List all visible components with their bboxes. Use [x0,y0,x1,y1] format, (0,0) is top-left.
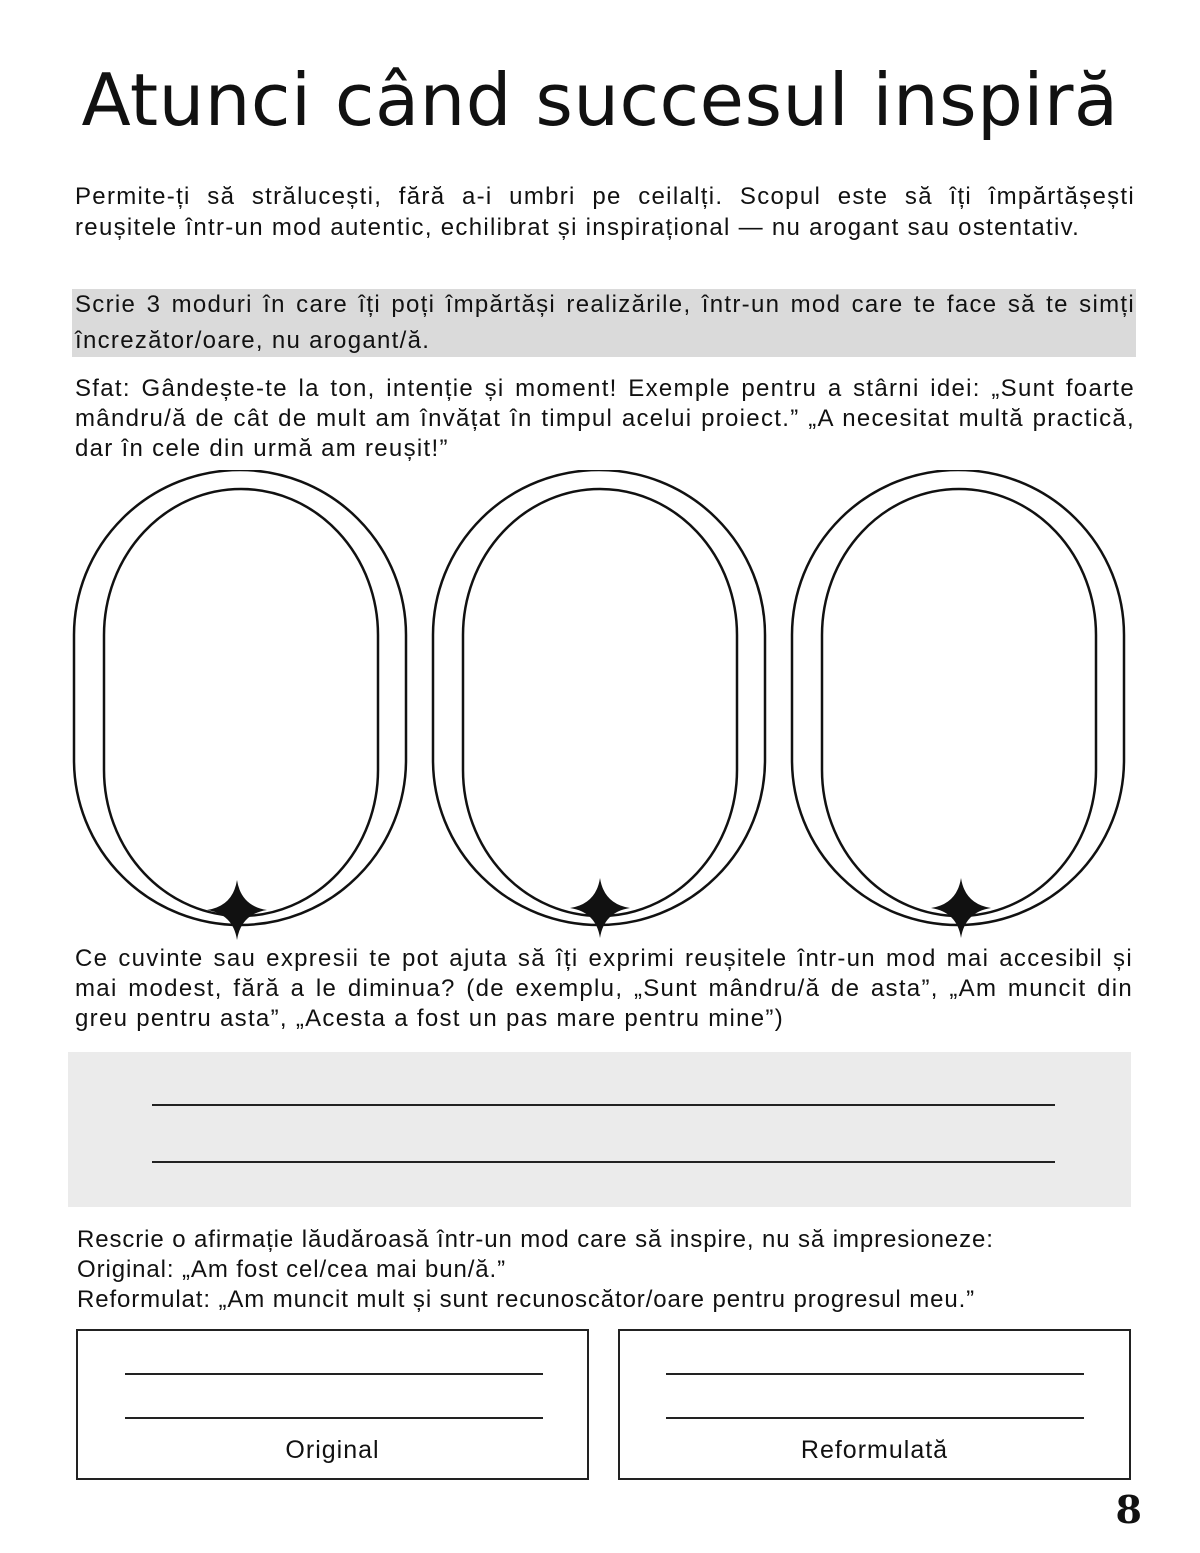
question-paragraph: Ce cuvinte sau expresii te pot ajuta să îți exprimi reușitele într-un mod mai accesibil și mai modest, fără a le diminua? (de exemplu, „Sunt mândru/ă de asta”, „Am muncit din greu pentru asta”, „Acesta a fost un pas mare pentru mine”) [75,945,1133,1032]
intro-paragraph: Permite-ți să strălucești, fără a-i umbri pe ceilalți. Scopul este să îți împărtășești reușitele într-un mod autentic, echilibrat și inspirațional — nu arogant sau ostentativ. [75,183,1135,241]
original-box[interactable] [76,1329,589,1480]
sparkle-star-icon [207,880,267,940]
oval-frame-2[interactable] [433,470,765,938]
page-title: Atunci când succesul inspiră [81,58,1119,142]
writing-line[interactable] [125,1373,543,1375]
oval-frames [0,470,1200,950]
sparkle-star-icon [570,878,630,938]
tip-paragraph: Sfat: Gândește-te la ton, intenție și moment! Exemple pentru a stârni idei: „Sunt foarte mândru/ă de cât de mult am învățat în timpul acelui proiect.” „A necesitat multă practică, dar în cele din urmă am reușit!” [75,375,1135,462]
rewrite-instructions [77,1225,1137,1315]
page-number: 8 [1115,1487,1142,1532]
reformulated-label: Reformulată [800,1436,949,1464]
original-example: Original: „Am fost cel/cea mai bun/ă.” [77,1256,507,1283]
reformulated-example: Reformulat: „Am muncit mult și sunt recunoscător/oare pentru progresul meu.” [77,1286,976,1313]
writing-line[interactable] [152,1161,1055,1163]
writing-line[interactable] [666,1373,1084,1375]
task-prompt: Scrie 3 moduri în care îți poți împărtăși realizările, într-un mod care te face să te simți încrezător/oare, nu arogant/ă. [75,291,1135,354]
writing-line[interactable] [666,1417,1084,1419]
writing-line[interactable] [125,1417,543,1419]
rewrite-instruction: Rescrie o afirmație lăudăroasă într-un mod care să inspire, nu să impresioneze: [77,1226,994,1253]
writing-line[interactable] [152,1104,1055,1106]
oval-frame-1[interactable] [74,470,406,940]
oval-frame-3[interactable] [792,470,1124,938]
original-label: Original [285,1436,380,1464]
answer-area[interactable] [68,1052,1131,1207]
sparkle-star-icon [931,878,991,938]
reformulated-box[interactable] [618,1329,1131,1480]
